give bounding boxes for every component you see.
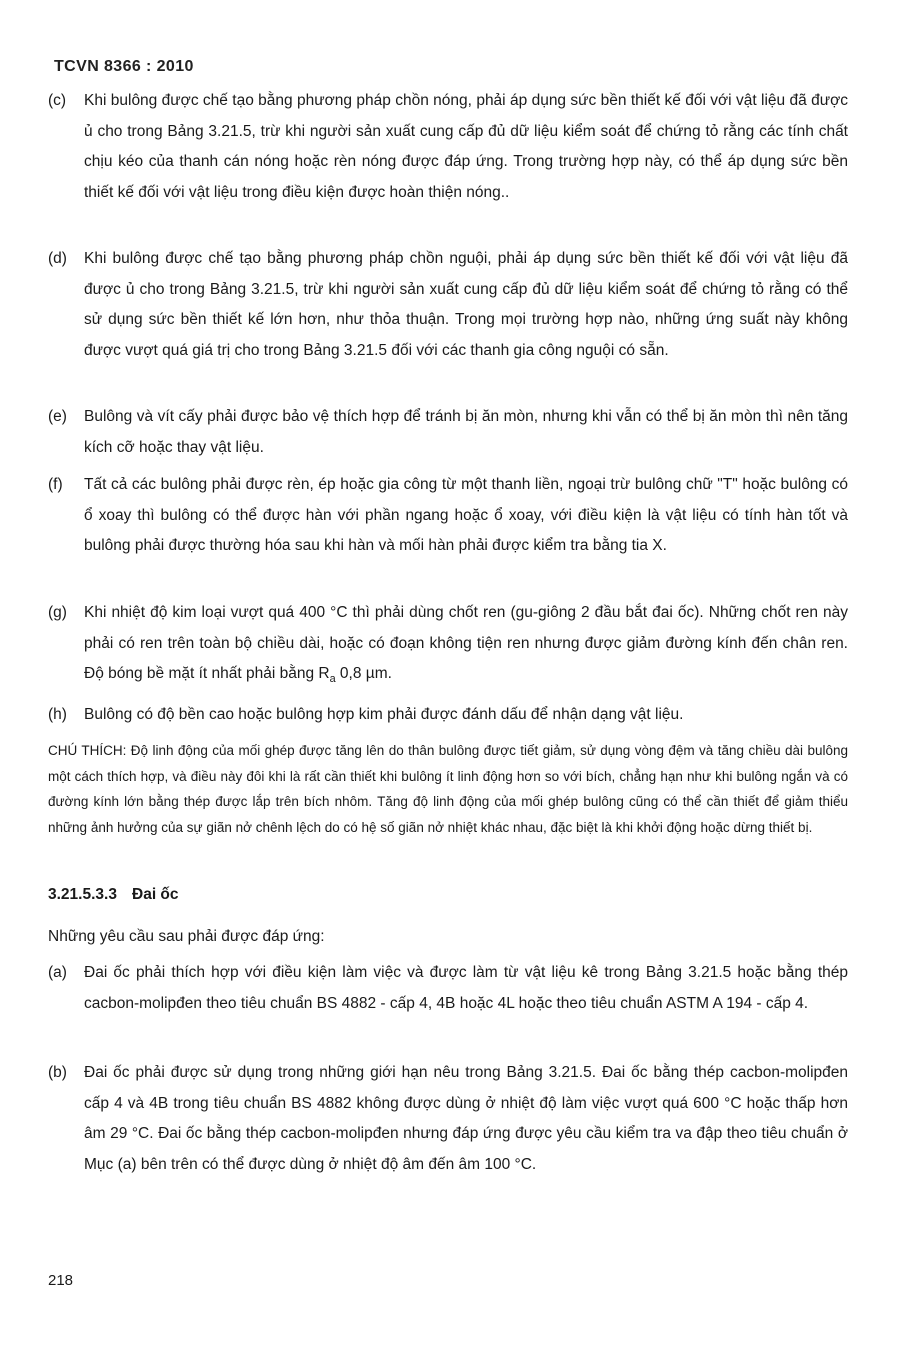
list-item-e xyxy=(48,402,848,463)
item-text: Bulông và vít cấy phải được bảo vệ thích hợp để tránh bị ăn mòn, nhưng khi vẫn có thể bị ăn mòn thì nên tăng kích cỡ hoặc thay vật liệu. xyxy=(84,408,848,456)
note-paragraph: CHÚ THÍCH: Độ linh động của mối ghép được tăng lên do thân bulông được tiết giảm, sử dụng vòng đệm và tăng chiều dài bulông một cách thích hợp, và điều này đôi khi là rất cần thiết khi bulông ít linh động hơn so với bích, chẳng hạn như khi bulông ngắn và có đường kính lớn bằng thép được lắp trên bích nhôm. Tăng độ linh động của mối ghép bulông cũng có thể cần thiết để giảm thiểu những ảnh hưởng của sự giãn nở chênh lệch do có hệ số giãn nở nhiệt khác nhau, đặc biệt là khi khởi động hoặc dừng thiết bị. xyxy=(48,743,848,835)
item-marker: (a) xyxy=(48,964,67,981)
page-number: 218 xyxy=(48,1272,74,1289)
item-text: Bulông có độ bền cao hoặc bulông hợp kim phải được đánh dấu để nhận dạng vật liệu. xyxy=(84,706,684,723)
item-text xyxy=(84,598,848,695)
standard-code-header: TCVN 8366 : 2010 xyxy=(54,58,194,75)
item-marker: (g) xyxy=(48,604,67,621)
item-text: Khi bulông được chế tạo bằng phương pháp chồn nguội, phải áp dụng sức bền thiết kế đối với vật liệu đã được ủ cho trong Bảng 3.21.5, trừ khi người sản xuất cung cấp đủ dữ liệu kiểm soát để chứng tỏ rằng có thể sử dụng sức bền thiết kế lớn hơn, như thỏa thuận. Trong mọi trường hợp nào, những ứng suất này không được vượt quá giá trị cho trong Bảng 3.21.5 đối với các thanh gia công nguội có sẵn. xyxy=(84,250,848,359)
item-text-part: Khi nhiệt độ kim loại vượt quá 400 °C thì phải dùng chốt ren (gu-giông 2 đầu bắt đai ốc). Những chốt ren này phải có ren trên toàn bộ chiều dài, hoặc có đoạn không tiện ren nhưng được giảm đường kính đến chân ren. Độ bóng bề mặt ít nhất phải bằng R xyxy=(84,604,848,682)
item-marker: (e) xyxy=(48,408,67,425)
list-item-c xyxy=(48,86,848,208)
item-marker: (c) xyxy=(48,92,67,109)
item-marker: (b) xyxy=(48,1064,67,1081)
item-text: Đai ốc phải thích hợp với điều kiện làm việc và được làm từ vật liệu kê trong Bảng 3.21.5 hoặc bằng thép cacbon-molipđen theo tiêu chuẩn BS 4882 - cấp 4, 4B hoặc 4L hoặc theo tiêu chuẩn ASTM A 194 - cấp 4. xyxy=(84,964,848,1012)
list-item-a xyxy=(48,958,848,1019)
intro-paragraph: Những yêu cầu sau phải được đáp ứng: xyxy=(48,928,325,945)
list-item-d xyxy=(48,244,848,366)
list-item-h xyxy=(48,700,848,731)
subscript: a xyxy=(329,673,336,686)
item-marker: (d) xyxy=(48,250,67,267)
list-item-f xyxy=(48,470,848,562)
item-text: Đai ốc phải được sử dụng trong những giới hạn nêu trong Bảng 3.21.5. Đai ốc bằng thép cacbon-molipđen cấp 4 và 4B trong tiêu chuẩn BS 4882 không được dùng ở nhiệt độ làm việc vượt quá 600 °C hoặc thấp hơn âm 29 °C. Đai ốc bằng thép cacbon-molipđen nhưng đáp ứng được yêu cầu kiểm tra va đập theo tiêu chuẩn ở Mục (a) bên trên có thể được dùng ở nhiệt độ âm đến âm 100 °C. xyxy=(84,1064,848,1173)
section-title: Đai ốc xyxy=(132,886,179,903)
list-item-g xyxy=(48,598,848,695)
item-marker: (f) xyxy=(48,476,63,493)
list-item-b xyxy=(48,1058,848,1180)
item-marker: (h) xyxy=(48,706,67,723)
section-number: 3.21.5.3.3 xyxy=(48,886,117,903)
item-text-part: 0,8 µm. xyxy=(335,665,392,682)
item-text: Khi bulông được chế tạo bằng phương pháp chồn nóng, phải áp dụng sức bền thiết kế đối với vật liệu đã được ủ cho trong Bảng 3.21.5, trừ khi người sản xuất cung cấp đủ dữ liệu kiểm soát để chứng tỏ rằng các tính chất chịu kéo của thanh cán nóng hoặc rèn nóng được đáp ứng. Trong trường hợp này, có thể áp dụng sức bền thiết kế đối với vật liệu trong điều kiện được hoàn thiện nóng.. xyxy=(84,92,848,201)
item-text: Tất cả các bulông phải được rèn, ép hoặc gia công từ một thanh liền, ngoại trừ bulông chữ "T" hoặc bulông có ổ xoay thì bulông có thể được hàn với phần ngang hoặc ổ xoay, với điều kiện là vật liệu có tính hàn tốt và bulông phải được thường hóa sau khi hàn và mối hàn phải được kiểm tra bằng tia X. xyxy=(84,476,848,554)
section-heading xyxy=(48,886,179,904)
